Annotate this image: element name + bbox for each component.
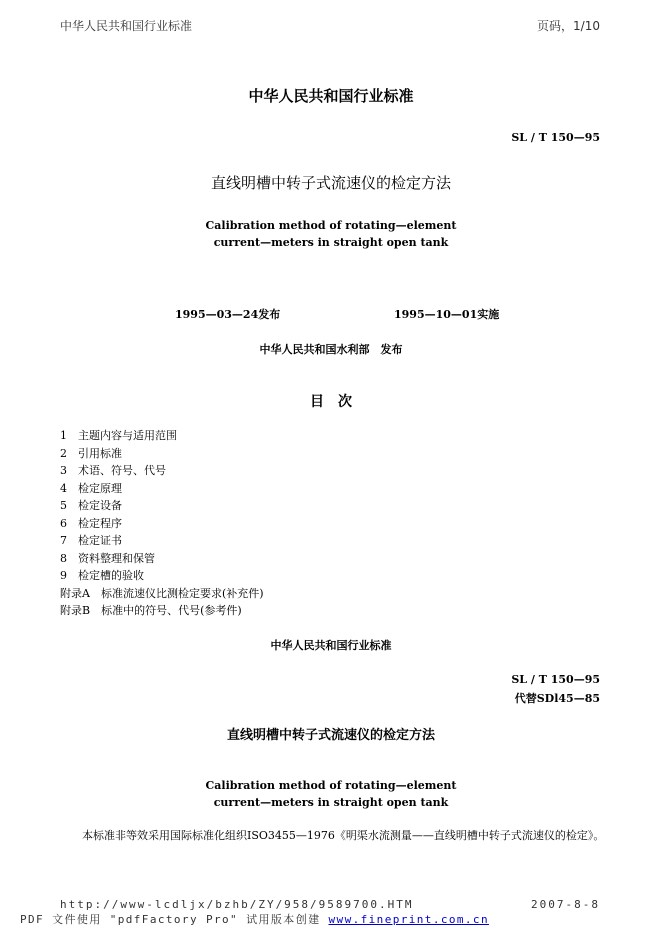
toc-item [60, 567, 264, 585]
toc-item [60, 427, 264, 445]
body-standard-code: SL / T 150—95 [511, 673, 600, 686]
cover-implemented-date: 1995—10—01实施 [394, 308, 500, 321]
toc-item [60, 445, 264, 463]
toc-item-text: 检定程序 [78, 516, 122, 530]
toc-item-number: 1 [60, 429, 67, 442]
cover-org: 中华人民共和国行业标准 [248, 87, 414, 105]
header-left: 中华人民共和国行业标准 [60, 19, 193, 33]
cover-title-en-line1: Calibration method of rotating—element [205, 219, 457, 232]
toc-item-number: 7 [60, 534, 67, 547]
toc-list [60, 427, 264, 620]
footer-url: http://www-lcdljx/bzhb/ZY/958/9589700.HTM [60, 898, 414, 911]
toc-item-number: 9 [60, 569, 67, 582]
toc-item-text: 检定原理 [78, 481, 122, 495]
cover-standard-code: SL / T 150—95 [511, 131, 600, 144]
toc-item [60, 532, 264, 550]
pdf-watermark-note [20, 911, 489, 927]
toc-item-text: 检定槽的验收 [78, 569, 144, 582]
cover-title-cn: 直线明槽中转子式流速仪的检定方法 [210, 174, 451, 192]
cover-issued-date: 1995—03—24发布 [175, 308, 281, 321]
body-paragraph: 本标准非等效采用国际标准化组织ISO3455—1976《明渠水流测量——直线明槽中转子式流速仪的检定》。 [82, 829, 605, 842]
cover-publisher: 中华人民共和国水利部 发布 [259, 343, 403, 356]
toc-appendix-a: 附录A 标准流速仪比测检定要求(补充件) [60, 586, 264, 600]
body-title-en-line2: current—meters in straight open tank [213, 796, 449, 809]
toc-item-text: 引用标准 [78, 446, 122, 460]
toc-item-number: 5 [60, 499, 67, 512]
body-title-en-line1: Calibration method of rotating—element [205, 779, 457, 792]
toc-item-number: 6 [60, 516, 67, 530]
pdf-link[interactable]: www.fineprint.com.cn [328, 913, 489, 926]
toc-item-text: 检定设备 [78, 499, 122, 512]
toc-item-text: 主题内容与适用范围 [78, 429, 177, 442]
body-title-cn: 直线明槽中转子式流速仪的检定方法 [226, 728, 435, 743]
cover-title-en-line2: current—meters in straight open tank [213, 236, 449, 249]
body-org: 中华人民共和国行业标准 [270, 639, 392, 652]
toc-item-number: 2 [60, 446, 67, 460]
toc-item [60, 550, 264, 568]
toc-item [60, 497, 264, 515]
toc-item-text: 术语、符号、代号 [78, 464, 166, 477]
toc-item [60, 480, 264, 498]
toc-item [60, 515, 264, 533]
toc-item-number: 8 [60, 551, 67, 565]
toc-item-number: 3 [60, 464, 67, 477]
body-replaces-code: 代替SDl45—85 [514, 692, 600, 705]
header-page-number: 页码，1/10 [537, 19, 600, 33]
footer-date: 2007-8-8 [531, 898, 600, 911]
toc-appendix-b: 附录B 标准中的符号、代号(参考件) [60, 604, 242, 617]
toc-heading: 目 次 [310, 394, 352, 410]
toc-item-text: 资料整理和保管 [78, 551, 155, 565]
toc-item-text: 检定证书 [78, 534, 122, 547]
toc-item [60, 462, 264, 480]
toc-item-number: 4 [60, 481, 67, 495]
pdf-note-text: PDF 文件使用 "pdfFactory Pro" 试用版本创建 [20, 913, 329, 926]
